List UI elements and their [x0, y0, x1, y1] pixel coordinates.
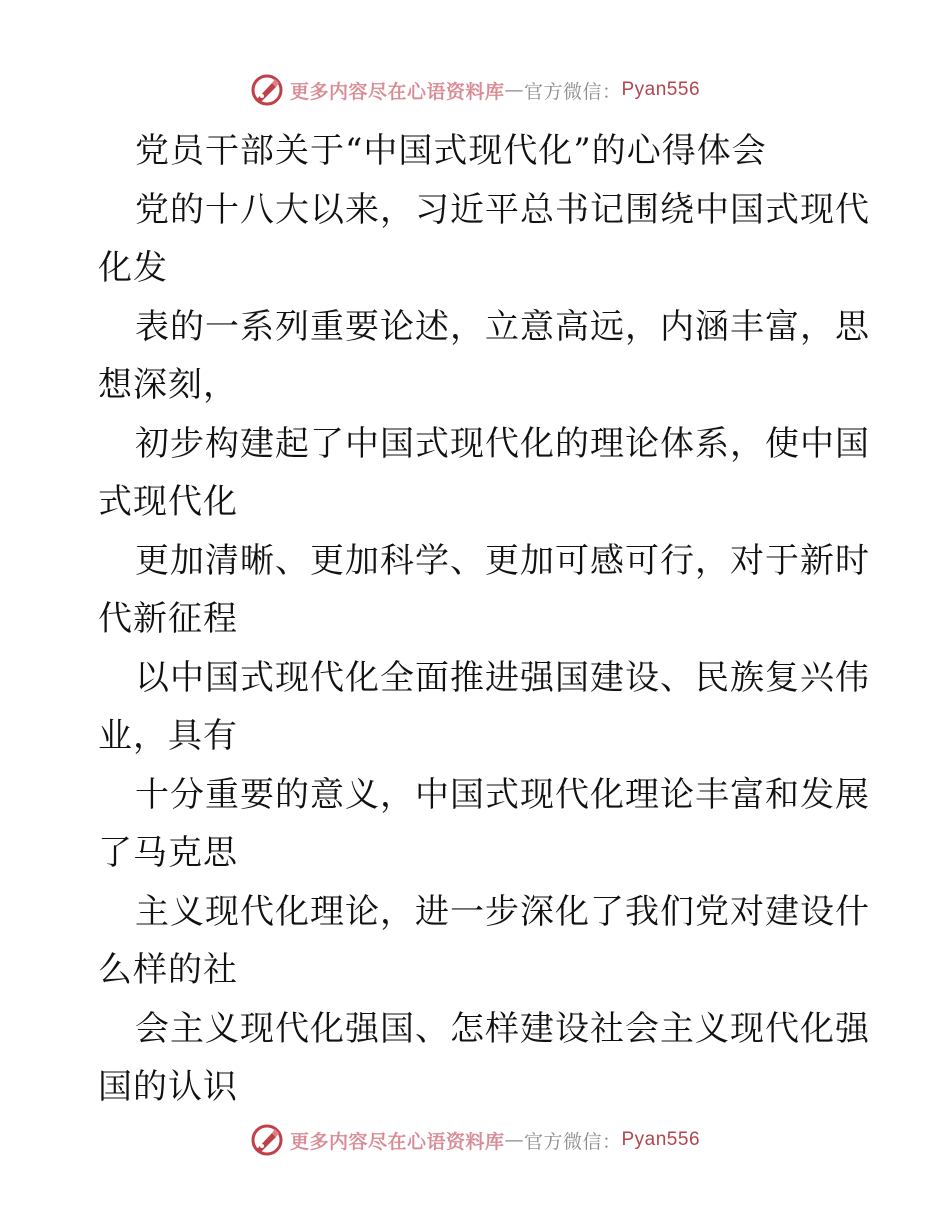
header-banner — [0, 70, 950, 110]
banner-dash: — — [504, 79, 524, 101]
banner-wechat-id: Pyan556 — [621, 79, 701, 100]
paragraph-line: 更加清晰、更加科学、更加可感可行，对于新时 — [135, 540, 870, 581]
document-body — [98, 122, 870, 1117]
footer-banner — [0, 1120, 950, 1160]
paragraph-line: 以中国式现代化全面推进强国建设、民族复兴伟 — [135, 657, 870, 698]
banner-promo-text: 更多内容尽在心语资料库 — [289, 80, 505, 103]
paragraph-line: 会主义现代化强国、怎样建设社会主义现代化强 — [135, 1008, 870, 1049]
banner-wechat-label: 官方微信： — [523, 80, 622, 103]
banner-text — [290, 77, 700, 104]
banner-wechat-id: Pyan556 — [621, 1129, 701, 1150]
pen-logo-icon — [250, 73, 284, 107]
paragraph-line: 主义现代化理论，进一步深化了我们党对建设什 — [135, 891, 870, 932]
paragraph-line: 初步构建起了中国式现代化的理论体系，使中国 — [135, 423, 870, 464]
paragraph-line: 国的认识 — [98, 1067, 238, 1107]
paragraph-line: 党的十八大以来，习近平总书记围绕中国式现代 — [135, 189, 870, 230]
paragraph-line: 十分重要的意义，中国式现代化理论丰富和发展 — [135, 774, 870, 815]
paragraph-line: 想深刻， — [98, 365, 238, 405]
banner-wechat-label: 官方微信： — [523, 1130, 622, 1153]
paragraph-line: 化发 — [98, 248, 168, 288]
paragraph-line: 代新征程 — [98, 599, 238, 639]
document-title: 党员干部关于“中国式现代化”的心得体会 — [135, 131, 767, 171]
pen-logo-icon — [250, 1123, 284, 1157]
paragraph-line: 么样的社 — [98, 950, 238, 990]
paragraph-line: 表的一系列重要论述，立意高远，内涵丰富，思 — [135, 306, 870, 347]
paragraph-line: 业，具有 — [98, 716, 238, 756]
paragraph-line: 式现代化 — [98, 482, 238, 522]
paragraph-line: 了马克思 — [98, 833, 238, 873]
banner-promo-text: 更多内容尽在心语资料库 — [289, 1130, 505, 1153]
banner-dash: — — [504, 1129, 524, 1151]
banner-text — [290, 1127, 700, 1154]
